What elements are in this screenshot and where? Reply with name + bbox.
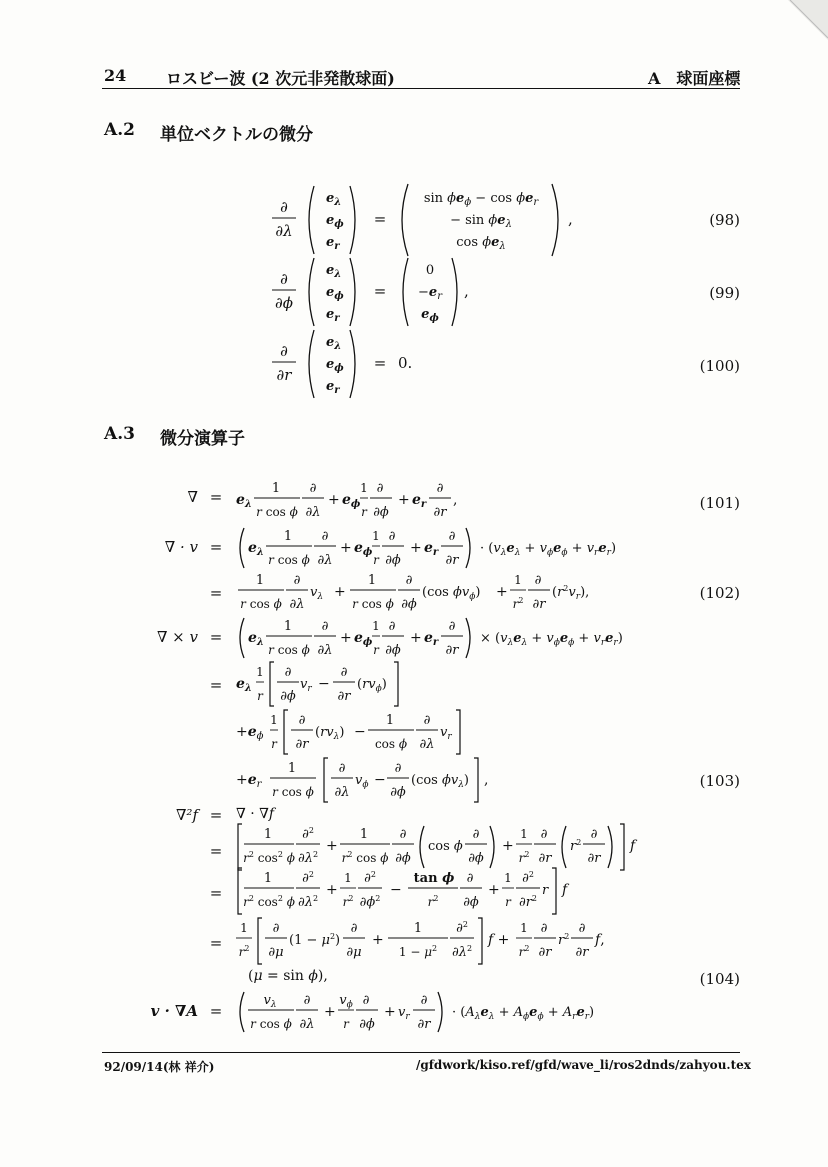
lhs-advection: v · ∇A xyxy=(150,1002,198,1020)
svg-text:∂: ∂ xyxy=(340,665,348,680)
svg-text:1: 1 xyxy=(514,573,522,587)
svg-text:∂: ∂ xyxy=(394,761,402,776)
svg-text:+eϕ: $+e_\phi$ xyxy=(236,724,264,742)
svg-text:∂λ: ∂λ xyxy=(317,643,333,658)
svg-text:f +: f + xyxy=(488,932,510,948)
svg-text:eλ: $e_\lambda$ xyxy=(248,540,264,558)
equation-curl-line1 xyxy=(236,614,656,662)
svg-text:1: 1 xyxy=(520,921,528,935)
svg-text:∂r: ∂r xyxy=(532,597,546,612)
section-number-a2: A.2 xyxy=(104,120,135,140)
svg-text:∂λ2: $\partial\lambda^2$ xyxy=(297,894,319,910)
svg-text:eλ: $e_\lambda$ xyxy=(236,676,252,694)
svg-text:eϕ: $e_\phi$ xyxy=(354,630,373,648)
svg-text:∂: ∂ xyxy=(303,993,311,1008)
svg-text:∂λ: ∂λ xyxy=(317,553,333,568)
svg-text:r2 cos ϕ: $r^2$ cos ϕ xyxy=(341,850,389,865)
svg-text:−: − xyxy=(374,772,386,788)
svg-text:1 − μ2: $1 - \mu^2$ xyxy=(398,944,438,959)
svg-text:+: + xyxy=(502,838,514,854)
svg-text:−: − xyxy=(318,676,330,692)
svg-text:∂: ∂ xyxy=(590,827,598,842)
svg-text:1: 1 xyxy=(256,665,264,679)
svg-text:+: + xyxy=(496,584,508,600)
svg-text:∂μ: ∂μ xyxy=(346,945,362,960)
svg-text:+: + xyxy=(328,492,340,508)
svg-text:er: $e_r$ xyxy=(424,540,439,558)
equation-101 xyxy=(236,478,486,524)
equation-curl-line2 xyxy=(236,660,456,708)
svg-text:+: + xyxy=(398,492,410,508)
svg-text:er: $e_r$ xyxy=(326,307,340,324)
svg-text:vr: $v_r$ xyxy=(300,677,312,694)
svg-text:∂2: ∂$^2$ xyxy=(302,870,314,886)
svg-text:1: 1 xyxy=(372,529,380,543)
svg-text:∂: ∂ xyxy=(388,529,396,544)
svg-text:1: 1 xyxy=(367,573,377,588)
svg-text:r cos ϕ: r cos ϕ xyxy=(352,597,394,611)
svg-text:−: − xyxy=(390,882,402,898)
running-title: ロスビー波 (2 次元非発散球面) xyxy=(166,69,395,88)
svg-text:+: + xyxy=(340,630,352,646)
svg-text:∂ϕ: ∂ϕ xyxy=(280,689,296,704)
equals-sign: = xyxy=(209,1002,223,1020)
svg-text:∂: ∂ xyxy=(448,529,456,544)
svg-text:eϕ: $e_\phi$ xyxy=(421,307,439,324)
svg-text:∂ϕ: ∂ϕ xyxy=(385,643,401,658)
svg-text:(rvλ): $(rv_\lambda)$ xyxy=(315,725,345,742)
svg-text:eλ: $e_\lambda$ xyxy=(236,492,252,510)
svg-text:eλ: $e_\lambda$ xyxy=(248,630,264,648)
header-rule xyxy=(102,88,740,89)
svg-text:∂: ∂ xyxy=(540,827,548,842)
svg-text:r: r xyxy=(343,1017,349,1031)
svg-text:∂ϕ: ∂ϕ xyxy=(390,785,406,800)
svg-text:r: r xyxy=(271,737,277,751)
svg-text:1: 1 xyxy=(385,713,395,728)
svg-text:∇ · ∇f: ∇ · ∇f xyxy=(236,806,275,822)
svg-text:cos ϕ: cos ϕ xyxy=(428,839,463,854)
equation-number: (99) xyxy=(709,284,740,302)
svg-text:∂r: ∂r xyxy=(295,737,309,752)
svg-text:1: 1 xyxy=(283,529,293,544)
svg-text:1: 1 xyxy=(263,871,273,886)
running-section: A 球面座標 xyxy=(648,69,741,88)
svg-text:∂r2: $\partial r^2$ xyxy=(518,894,538,910)
svg-text:∂r: ∂r xyxy=(575,945,589,960)
svg-text:r2: $r^2$ xyxy=(518,850,530,865)
svg-text:∂: ∂ xyxy=(338,761,346,776)
equation-number: (104) xyxy=(699,970,740,988)
svg-text:+: + xyxy=(372,932,384,948)
svg-text:r2 cos2 ϕ: $r^2$ $\cos^2 \phi$ xyxy=(243,850,295,865)
equation-100 xyxy=(270,326,450,402)
equation-number: (103) xyxy=(699,772,740,790)
svg-text:∂r: ∂r xyxy=(587,851,601,866)
svg-text:∂: ∂ xyxy=(388,619,396,634)
svg-text:∂: ∂ xyxy=(280,198,288,216)
section-number-a3: A.3 xyxy=(104,424,135,444)
svg-text:∂: ∂ xyxy=(376,481,384,496)
svg-text:,: , xyxy=(453,492,458,508)
svg-text:r2: $r^2$ xyxy=(342,894,354,909)
svg-text:eϕ: $e_\phi$ xyxy=(354,540,373,558)
equals-sign: = xyxy=(209,842,223,860)
svg-text:f,: f, xyxy=(595,932,605,948)
svg-text:1: 1 xyxy=(287,761,297,776)
svg-text:eϕ: $e_\phi$ xyxy=(326,213,344,230)
svg-text:∂: ∂ xyxy=(420,993,428,1008)
svg-text:· (vλeλ + vϕeϕ + vrer): · $(v_\lambda e_\lambda + v_\phi e_\phi + v_re_r)$ xyxy=(480,541,617,558)
svg-text:tan ϕ: tan ϕ xyxy=(413,871,455,886)
equation-div-line1 xyxy=(236,524,656,572)
svg-text:∂: ∂ xyxy=(466,871,474,886)
svg-text:er: $e_r$ xyxy=(326,235,340,252)
svg-text:,: , xyxy=(484,772,489,788)
svg-text:+: + xyxy=(326,838,338,854)
svg-text:∂ϕ: ∂ϕ xyxy=(395,851,411,866)
equals-sign: = xyxy=(209,806,223,824)
svg-text:=: = xyxy=(373,210,387,228)
svg-text:r: r xyxy=(257,689,263,703)
svg-text:∂: ∂ xyxy=(405,573,413,588)
svg-text:∂ϕ2: $\partial\phi^2$ xyxy=(359,894,381,910)
svg-text:× (vλeλ + vϕeϕ + vrer): × $(v_\lambda e_\lambda + v_\phi e_\phi + v_re_r)$ xyxy=(480,631,623,648)
svg-text:∂2: ∂$^2$ xyxy=(302,826,314,842)
svg-text:∂λ2: $\partial\lambda^2$ xyxy=(451,944,473,960)
svg-text:∂2: ∂$^2$ xyxy=(522,870,534,886)
equation-laplacian-line3 xyxy=(236,866,596,916)
equation-laplacian-line1 xyxy=(236,800,356,824)
svg-text:∂λ: ∂λ xyxy=(299,1017,315,1032)
equals-sign: = xyxy=(209,884,223,902)
svg-text:∂: ∂ xyxy=(298,713,306,728)
svg-text:∂: ∂ xyxy=(578,921,586,936)
footer-date-author: 92/09/14(林 祥介) xyxy=(104,1060,215,1074)
svg-text:∂2: ∂$^2$ xyxy=(456,920,468,936)
svg-text:∂: ∂ xyxy=(436,481,444,496)
svg-text:1: 1 xyxy=(255,573,265,588)
svg-text:eϕ: $e_\phi$ xyxy=(326,357,344,374)
svg-text:1: 1 xyxy=(263,827,273,842)
lhs-curl: ∇ × v xyxy=(156,628,198,646)
svg-text:∂: ∂ xyxy=(362,993,370,1008)
svg-text:∂ϕ: ∂ϕ xyxy=(373,505,389,520)
svg-text:∂: ∂ xyxy=(309,481,317,496)
lhs-divergence: ∇ · v xyxy=(164,538,198,556)
equation-98 xyxy=(270,182,590,258)
svg-text:f: f xyxy=(630,838,636,854)
svg-text:∂r: ∂r xyxy=(276,366,292,384)
svg-text:+: + xyxy=(334,584,346,600)
svg-text:(μ = sin ϕ),: (μ = sin ϕ), xyxy=(248,968,328,984)
svg-text:vλ: $v_\lambda$ xyxy=(263,993,277,1010)
svg-text:∂ϕ: ∂ϕ xyxy=(359,1017,375,1032)
svg-text:r: r xyxy=(361,505,367,519)
equation-number: (102) xyxy=(699,584,740,602)
svg-text:∂r: ∂r xyxy=(417,1017,431,1032)
svg-text:∂λ: ∂λ xyxy=(275,222,293,240)
svg-text:∂λ: ∂λ xyxy=(334,785,350,800)
svg-text:r2: $r^2$ xyxy=(512,596,524,611)
svg-text:cos ϕ: cos ϕ xyxy=(374,737,408,751)
svg-text:f: f xyxy=(562,882,568,898)
svg-text:r2: $r^2$ xyxy=(238,944,250,959)
equals-sign: = xyxy=(209,934,223,952)
svg-text:(rvϕ): $(rv_\phi)$ xyxy=(357,677,387,694)
svg-text:1: 1 xyxy=(413,921,423,936)
svg-text:+: + xyxy=(488,882,500,898)
svg-text:(r2vr),: $(r^2v_r)$, xyxy=(552,584,590,602)
svg-text:∂: ∂ xyxy=(293,573,301,588)
svg-text:∂: ∂ xyxy=(448,619,456,634)
svg-text:∂: ∂ xyxy=(280,270,288,288)
svg-text:r2: $r^2$ xyxy=(518,944,530,959)
svg-text:eλ: $e_\lambda$ xyxy=(326,191,342,208)
svg-text:r: r xyxy=(373,553,379,567)
svg-text:1: 1 xyxy=(504,871,512,885)
svg-text:∂: ∂ xyxy=(272,921,280,936)
svg-text:1: 1 xyxy=(520,827,528,841)
svg-text:r2: $r^2$ xyxy=(427,894,439,909)
svg-text:1: 1 xyxy=(283,619,293,634)
svg-text:∂2: ∂$^2$ xyxy=(364,870,376,886)
svg-text:+: + xyxy=(384,1004,396,1020)
svg-text:∂r: ∂r xyxy=(433,505,447,520)
svg-text:∂: ∂ xyxy=(321,529,329,544)
svg-text:∂ϕ: ∂ϕ xyxy=(468,851,484,866)
svg-text:vr: $v_r$ xyxy=(398,1005,410,1022)
equation-102 xyxy=(236,570,656,616)
svg-text:∂ϕ: ∂ϕ xyxy=(275,294,293,312)
svg-text:∂: ∂ xyxy=(540,921,548,936)
svg-text:er: $e_r$ xyxy=(424,630,439,648)
svg-text:r2: $r^2$ xyxy=(570,838,582,854)
svg-text:1: 1 xyxy=(240,921,248,935)
equals-sign: = xyxy=(209,628,223,646)
equation-curl-line3 xyxy=(236,708,476,756)
equation-laplacian-line2 xyxy=(236,822,656,872)
svg-text:−: − xyxy=(354,724,366,740)
svg-text:∂λ: ∂λ xyxy=(289,597,305,612)
svg-text:0: 0 xyxy=(425,263,435,278)
equation-number: (101) xyxy=(699,494,740,512)
svg-text:r cos ϕ: r cos ϕ xyxy=(272,785,314,799)
svg-text:∂: ∂ xyxy=(350,921,358,936)
svg-text:r cos ϕ: r cos ϕ xyxy=(256,505,298,519)
svg-text:,: , xyxy=(568,210,573,228)
svg-text:r cos ϕ: r cos ϕ xyxy=(268,643,310,657)
svg-text:+: + xyxy=(326,882,338,898)
svg-text:sin ϕeϕ − cos ϕer: $\sin \phi e_\phi - \cos \phi e_r$ xyxy=(423,191,539,208)
svg-text:vϕ: $v_\phi$ xyxy=(339,993,353,1010)
svg-text:eϕ: $e_\phi$ xyxy=(342,492,361,510)
svg-text:eλ: $e_\lambda$ xyxy=(326,335,342,352)
svg-text:eϕ: $e_\phi$ xyxy=(326,285,344,302)
svg-text:∂λ2: $\partial\lambda^2$ xyxy=(297,850,319,866)
svg-text:∂: ∂ xyxy=(472,827,480,842)
svg-text:r2: $r^2$ xyxy=(558,932,570,948)
svg-text:· (Aλeλ + Aϕeϕ + Arer): · $(A_\lambda e_\lambda + A_\phi e_\phi + A_re_r)$ xyxy=(452,1005,595,1022)
svg-text:r2 cos2 ϕ: $r^2$ $\cos^2 \phi$ xyxy=(243,894,295,909)
svg-text:∂r: ∂r xyxy=(538,851,552,866)
svg-text:1: 1 xyxy=(270,713,278,727)
equation-mu-definition xyxy=(248,962,388,986)
equation-103 xyxy=(236,756,516,804)
svg-text:∂: ∂ xyxy=(321,619,329,634)
svg-text:1: 1 xyxy=(359,827,369,842)
svg-text:eλ: $e_\lambda$ xyxy=(326,263,342,280)
lhs-laplacian: ∇²f xyxy=(175,806,198,824)
svg-text:1: 1 xyxy=(372,619,380,633)
svg-text:∂: ∂ xyxy=(534,573,542,588)
page-number: 24 xyxy=(104,66,127,85)
svg-text:∂r: ∂r xyxy=(445,643,459,658)
svg-text:∂r: ∂r xyxy=(538,945,552,960)
svg-text:+er: $+e_r$ xyxy=(236,772,262,790)
svg-text:∂ϕ: ∂ϕ xyxy=(385,553,401,568)
svg-text:∂ϕ: ∂ϕ xyxy=(463,895,479,910)
equals-sign: = xyxy=(209,538,223,556)
svg-text:∂μ: ∂μ xyxy=(268,945,284,960)
svg-text:∂ϕ: ∂ϕ xyxy=(401,597,417,612)
section-title-a3: 微分演算子 xyxy=(160,429,245,449)
svg-text:+: + xyxy=(410,540,422,556)
svg-text:(cos ϕvϕ): (cos $\phi v_\phi$) xyxy=(422,585,481,602)
svg-text:1: 1 xyxy=(344,871,352,885)
svg-text:1: 1 xyxy=(271,481,281,496)
svg-text:r: r xyxy=(542,883,549,898)
equals-sign: = xyxy=(209,676,223,694)
svg-text:r cos ϕ: r cos ϕ xyxy=(268,553,310,567)
svg-text:∂: ∂ xyxy=(280,342,288,360)
svg-text:1: 1 xyxy=(360,481,368,495)
svg-text:vϕ: $v_\phi$ xyxy=(355,773,369,790)
svg-text:0.: 0. xyxy=(398,354,413,372)
svg-text:∂r: ∂r xyxy=(337,689,351,704)
svg-text:r cos ϕ: r cos ϕ xyxy=(240,597,282,611)
equation-number: (98) xyxy=(709,211,740,229)
svg-text:r: r xyxy=(505,895,511,909)
svg-text:∂λ: ∂λ xyxy=(305,505,321,520)
page-corner-fold xyxy=(788,0,828,40)
equation-advection xyxy=(236,988,656,1036)
svg-text:∂: ∂ xyxy=(399,827,407,842)
equals-sign: = xyxy=(209,488,223,506)
svg-text:r: r xyxy=(373,643,379,657)
svg-text:+: + xyxy=(340,540,352,556)
svg-text:r cos ϕ: r cos ϕ xyxy=(250,1017,292,1031)
svg-text:∂: ∂ xyxy=(423,713,431,728)
section-title-a2: 単位ベクトルの微分 xyxy=(160,125,313,145)
equation-number: (100) xyxy=(699,357,740,375)
svg-text:−er: $-e_r$ xyxy=(418,285,442,302)
svg-text:∂λ: ∂λ xyxy=(419,737,435,752)
footer-rule xyxy=(102,1052,740,1053)
svg-text:er: $e_r$ xyxy=(412,492,427,510)
equals-sign: = xyxy=(209,584,223,602)
svg-text:(cos ϕvλ): (cos $\phi v_\lambda$) xyxy=(411,773,469,790)
svg-text:∂r: ∂r xyxy=(445,553,459,568)
svg-text:=: = xyxy=(373,282,387,300)
svg-text:cos ϕeλ: $\cos \phi e_\lambda$ xyxy=(456,235,506,252)
svg-text:+: + xyxy=(324,1004,336,1020)
svg-text:,: , xyxy=(464,282,469,300)
svg-text:er: $e_r$ xyxy=(326,379,340,396)
svg-text:+: + xyxy=(410,630,422,646)
svg-text:=: = xyxy=(373,354,387,372)
svg-text:∂: ∂ xyxy=(284,665,292,680)
footer-path: /gfdwork/kiso.ref/gfd/wave_li/ros2dnds/zahyou.tex xyxy=(416,1058,751,1072)
svg-text:− sin ϕeλ: − $\sin \phi e_\lambda$ xyxy=(450,213,512,230)
svg-text:vλ: $v_\lambda$ xyxy=(310,585,324,602)
svg-text:vr: $v_r$ xyxy=(440,725,452,742)
svg-text:(1 − μ2): $(1 - \mu^2)$ xyxy=(289,932,341,948)
equation-99 xyxy=(270,254,490,330)
lhs-nabla: ∇ xyxy=(187,488,198,506)
equation-laplacian-line4 xyxy=(236,916,616,966)
